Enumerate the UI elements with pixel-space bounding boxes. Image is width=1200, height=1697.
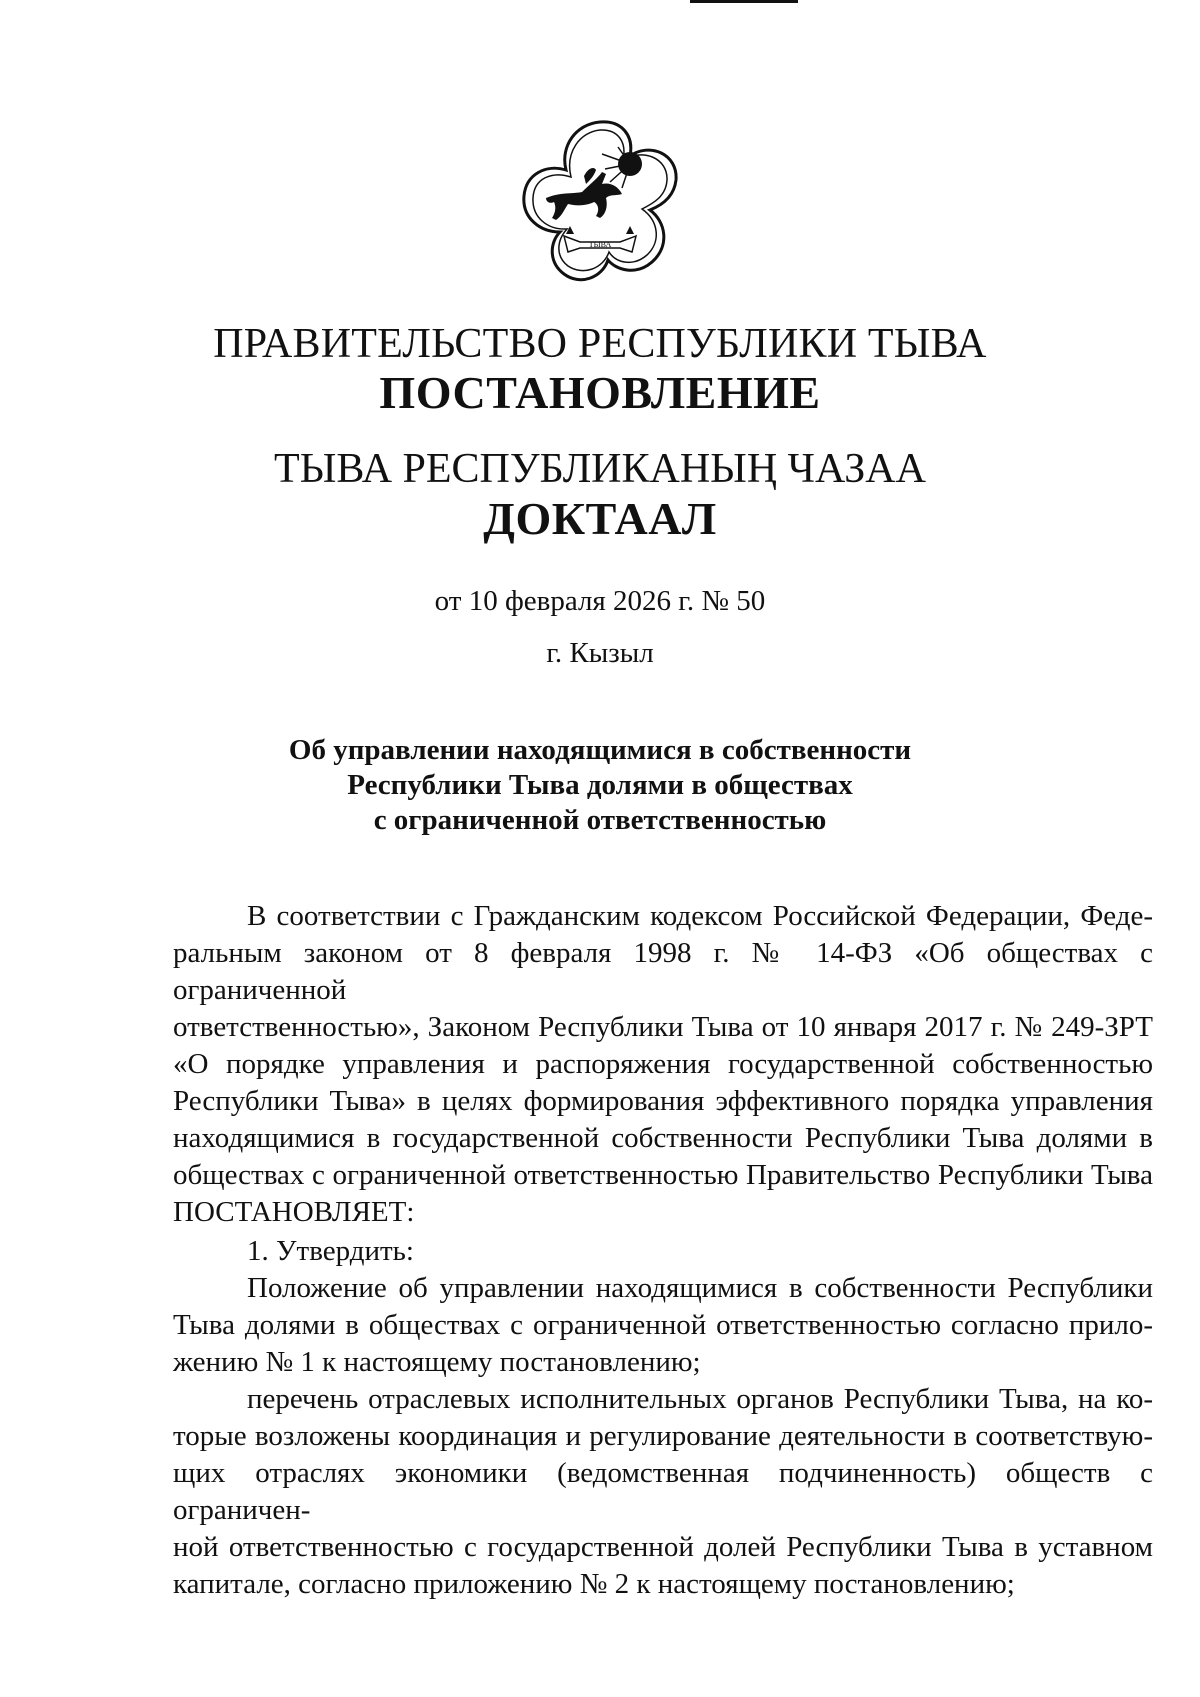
clause-item-line: Тыва долями в обществах с ограниченной ответственностью согласно прило- <box>173 1309 1153 1341</box>
clause-item-line: щих отраслях экономики (ведомственная подчиненность) обществ с ограничен- <box>173 1457 1153 1526</box>
preamble-line: ральным законом от 8 февраля 1998 г. № 14-ФЗ «Об обществах с ограниченной <box>173 937 1153 1006</box>
emblem-ribbon-text: ТЫВА <box>588 240 612 249</box>
preamble-line: обществах с ограниченной ответственностью Правительство Республики Тыва <box>173 1159 1153 1191</box>
tuva-coat-of-arms-icon <box>510 114 690 290</box>
clause-item-line: торые возложены координация и регулирование деятельности в соответствую- <box>173 1420 1153 1452</box>
government-name-tyv: ТЫВА РЕСПУБЛИКАНЫҢ ЧАЗАА <box>274 446 926 492</box>
scan-mark <box>690 0 798 3</box>
document-title-line: Республики Тыва долями в обществах <box>347 769 853 801</box>
document-title <box>0 733 1200 838</box>
clause-item-line: перечень отраслевых исполнительных органов Республики Тыва, на ко- <box>247 1383 1153 1415</box>
preamble-line: ПОСТАНОВЛЯЕТ: <box>173 1196 415 1228</box>
clause-item-line: капитале, согласно приложению № 2 к настоящему постановлению; <box>173 1568 1015 1600</box>
document-type-tyv: ДОКТААЛ <box>483 493 717 544</box>
clause-item-line: Положение об управлении находящимися в собственности Республики <box>247 1272 1153 1304</box>
government-name-ru: ПРАВИТЕЛЬСТВО РЕСПУБЛИКИ ТЫВА <box>213 321 987 367</box>
preamble-paragraph <box>173 898 1153 1231</box>
document-title-line: с ограниченной ответственностью <box>373 804 827 836</box>
document-title-line: Об управлении находящимися в собственности <box>288 734 912 766</box>
preamble-line: «О порядке управления и распоряжения государственной собственностью <box>173 1048 1153 1080</box>
document-date-number: от 10 февраля 2026 г. № 50 <box>434 585 766 617</box>
preamble-line: Республики Тыва» в целях формирования эффективного порядка управления <box>173 1085 1153 1117</box>
clause-item-line: жению № 1 к настоящему постановлению; <box>173 1346 701 1378</box>
preamble-line: В соответствии с Гражданским кодексом Российской Федерации, Феде- <box>247 900 1153 932</box>
document-type-ru: ПОСТАНОВЛЕНИЕ <box>379 367 821 418</box>
clause-1 <box>173 1233 1153 1603</box>
clause-item-line: ной ответственностью с государственной долей Республики Тыва в уставном <box>173 1531 1153 1563</box>
preamble-line: находящимися в государственной собственности Республики Тыва долями в <box>173 1122 1153 1154</box>
clause-heading: 1. Утвердить: <box>247 1235 414 1267</box>
preamble-line: ответственностью», Законом Республики Тыва от 10 января 2017 г. № 249-ЗРТ <box>173 1011 1153 1043</box>
document-city: г. Кызыл <box>546 637 654 669</box>
